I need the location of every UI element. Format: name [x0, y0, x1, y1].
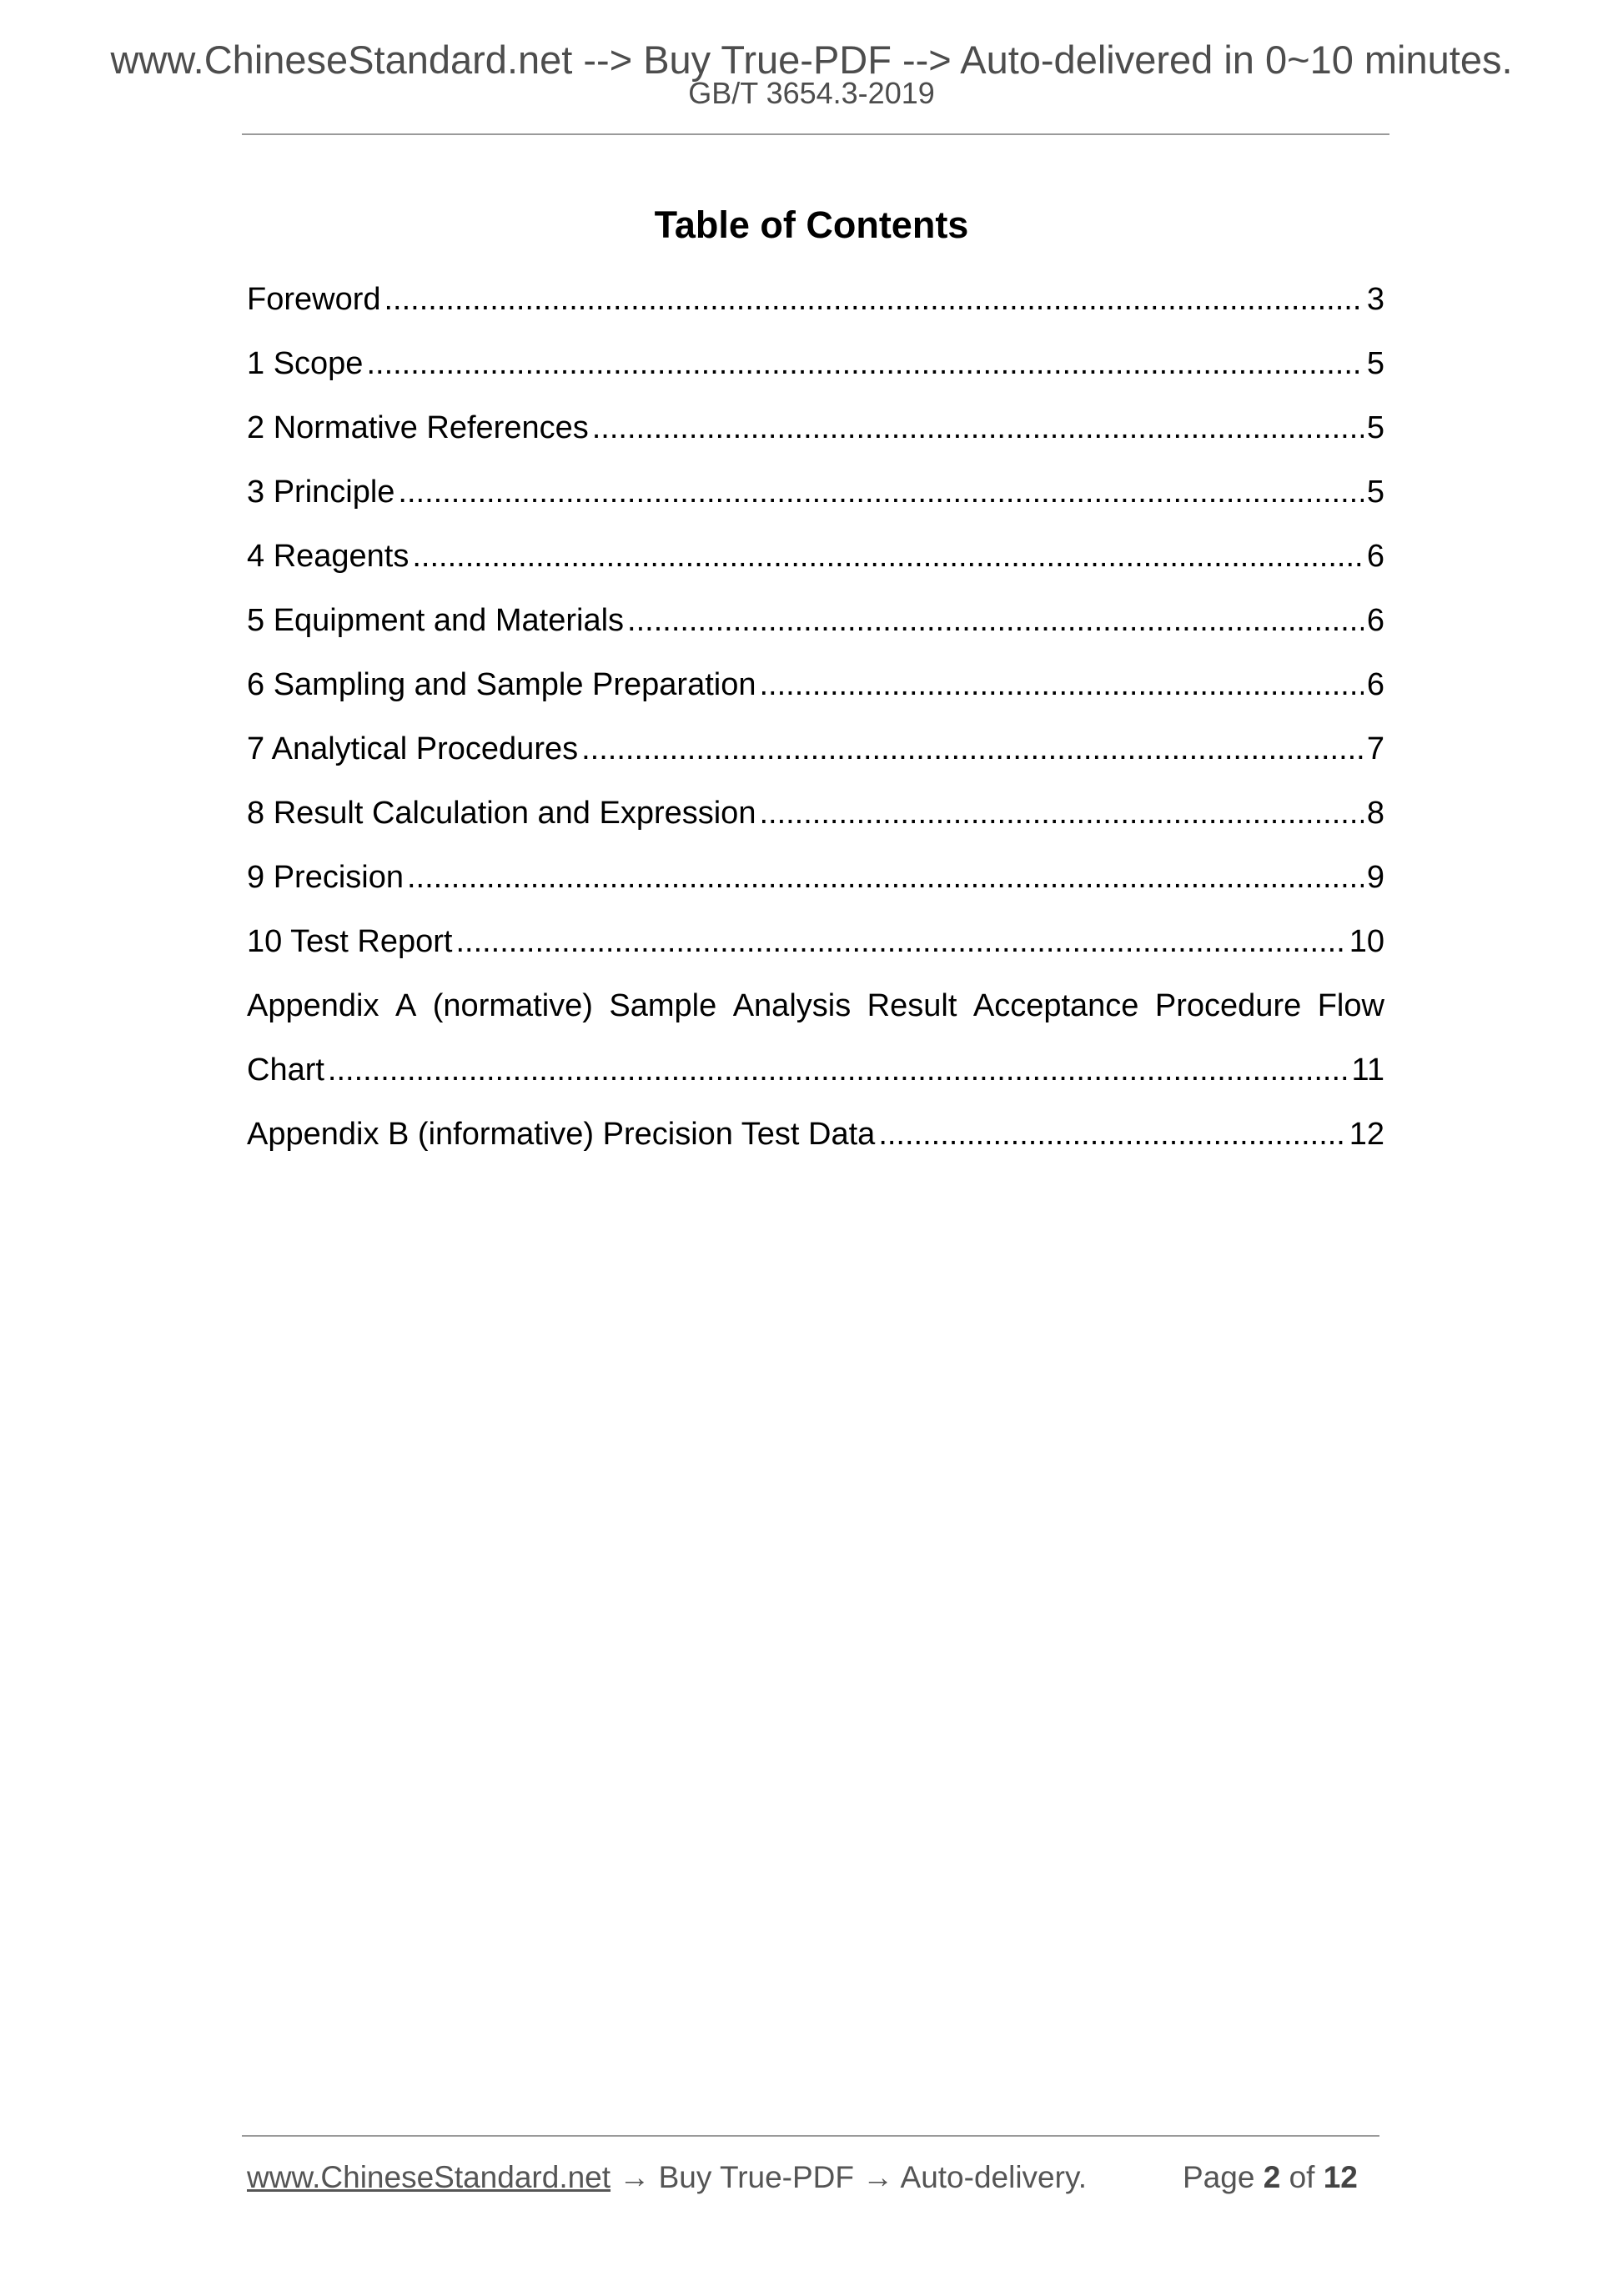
- toc-entry-label: 6 Sampling and Sample Preparation: [247, 667, 756, 702]
- toc-leader-dots: [592, 409, 1364, 448]
- toc-leader-dots: [627, 602, 1364, 641]
- toc-entry-label: 2 Normative References: [247, 410, 589, 445]
- toc-entry-label: 9 Precision: [247, 860, 404, 895]
- toc-entry-page: 5: [1366, 346, 1384, 381]
- toc-entry-test-report[interactable]: [247, 923, 1384, 987]
- toc-entry-analytical-procedures[interactable]: [247, 731, 1384, 795]
- toc-entry-page: 5: [1366, 410, 1384, 445]
- toc-entry-foreword[interactable]: [247, 281, 1384, 345]
- toc-entry-page: 11: [1351, 1053, 1384, 1088]
- page-word: Page: [1183, 2160, 1255, 2194]
- toc-entry-page: 9: [1366, 860, 1384, 895]
- toc-entry-result-calculation[interactable]: [247, 795, 1384, 859]
- toc-leader-dots: [328, 1052, 1349, 1090]
- footer-tagline: [247, 2162, 1087, 2193]
- toc-leader-dots: [366, 345, 1363, 384]
- page-total: 12: [1323, 2160, 1358, 2194]
- toc-entry-page: 8: [1366, 796, 1384, 831]
- toc-word: Analysis: [732, 988, 852, 1023]
- toc-word: A: [394, 988, 417, 1023]
- toc-entry-scope[interactable]: [247, 345, 1384, 409]
- toc-leader-dots: [398, 474, 1363, 512]
- toc-leader-dots: [407, 859, 1364, 897]
- toc-entry-page: 6: [1366, 603, 1384, 638]
- toc-entry-label: 8 Result Calculation and Expression: [247, 796, 756, 831]
- toc-entry-precision[interactable]: [247, 859, 1384, 923]
- footer-tagline-text: → Buy True-PDF → Auto-delivery.: [611, 2160, 1087, 2194]
- page-indicator: [1183, 2162, 1358, 2193]
- toc-entry-page: 10: [1349, 924, 1384, 959]
- toc-entry-equipment-and-materials[interactable]: [247, 602, 1384, 666]
- footer-divider: [242, 2135, 1379, 2137]
- toc-word: Appendix: [247, 988, 379, 1023]
- toc-leader-dots: [412, 538, 1363, 576]
- toc-entry-normative-references[interactable]: [247, 409, 1384, 474]
- toc-entry-label: Appendix B (informative) Precision Test Data: [247, 1117, 876, 1152]
- toc-entry-page: 6: [1366, 667, 1384, 702]
- toc-word: Procedure: [1154, 988, 1302, 1023]
- toc-entry-page: 3: [1366, 282, 1384, 317]
- toc-word: (normative): [432, 988, 593, 1023]
- toc-entry-appendix-a-continuation[interactable]: [247, 1052, 1384, 1116]
- toc-entry-label: 10 Test Report: [247, 924, 453, 959]
- toc-leader-dots: [760, 666, 1364, 705]
- page-current: 2: [1263, 2160, 1281, 2194]
- header-banner: www.ChineseStandard.net --> Buy True-PDF --> Auto-delivered in 0~10 minutes.: [110, 38, 1513, 82]
- of-word: of: [1289, 2160, 1315, 2194]
- toc-entry-page: 12: [1349, 1117, 1384, 1152]
- toc-leader-dots: [384, 281, 1364, 319]
- header-divider: [242, 133, 1389, 135]
- toc-entry-label: 4 Reagents: [247, 539, 410, 574]
- toc-entry-page: 6: [1366, 539, 1384, 574]
- toc-leader-dots: [759, 795, 1363, 833]
- toc-title: Table of Contents: [654, 203, 969, 246]
- toc-leader-dots: [581, 731, 1364, 769]
- toc-entry-label: 1 Scope: [247, 346, 364, 381]
- toc-word: Result: [867, 988, 957, 1023]
- toc-entry-principle[interactable]: [247, 474, 1384, 538]
- toc-entry-label: Foreword: [247, 282, 381, 317]
- toc-entry-reagents[interactable]: [247, 538, 1384, 602]
- toc-entry-label: 7 Analytical Procedures: [247, 731, 579, 766]
- toc-word: Sample: [609, 988, 717, 1023]
- toc-leader-dots: [878, 1116, 1345, 1154]
- toc-entry-appendix-a[interactable]: [247, 987, 1384, 1052]
- toc-word: Acceptance: [972, 988, 1139, 1023]
- toc-entry-page: 7: [1366, 731, 1384, 766]
- toc-entry-sampling[interactable]: [247, 666, 1384, 731]
- toc-entry-label: Chart: [247, 1053, 324, 1088]
- toc-entry-label: 3 Principle: [247, 475, 395, 510]
- toc-entry-page: 5: [1366, 475, 1384, 510]
- table-of-contents: [247, 281, 1384, 1180]
- toc-leader-dots: [455, 923, 1345, 962]
- document-code: GB/T 3654.3-2019: [688, 76, 935, 110]
- toc-word: Flow: [1317, 988, 1384, 1023]
- toc-entry-label: 5 Equipment and Materials: [247, 603, 625, 638]
- toc-entry-appendix-b[interactable]: [247, 1116, 1384, 1180]
- footer-site-link[interactable]: www.ChineseStandard.net: [247, 2160, 611, 2194]
